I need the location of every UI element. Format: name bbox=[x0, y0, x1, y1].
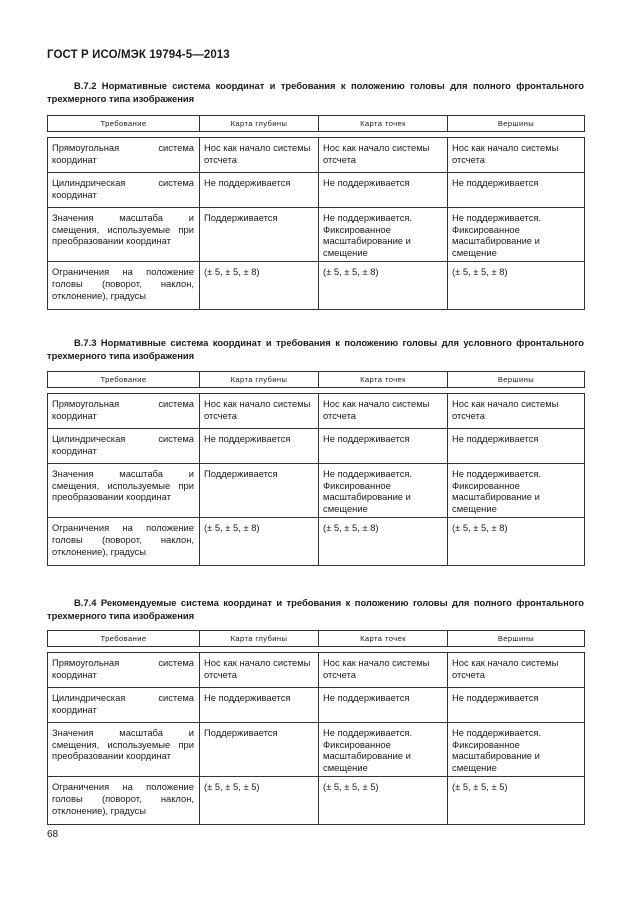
table-cell: Значения масштаба и смещения, используемые при преобразовании координат bbox=[48, 723, 200, 777]
table-cell: Не поддерживается. Фиксированное масштабирование и смещение bbox=[319, 464, 448, 518]
table-header-row bbox=[48, 631, 585, 647]
requirements-table-b73 bbox=[47, 371, 585, 566]
table-cell: Нос как начало системы отсчета bbox=[200, 653, 319, 688]
table-cell: Поддерживается bbox=[200, 208, 319, 262]
table-cell: (± 5, ± 5, ± 8) bbox=[448, 518, 585, 566]
page-number: 68 bbox=[47, 829, 59, 840]
table-header-row bbox=[48, 372, 585, 388]
table-cell: Значения масштаба и смещения, используемые при преобразовании координат bbox=[48, 208, 200, 262]
column-header: Карта глубины bbox=[200, 631, 319, 647]
table-row bbox=[48, 262, 585, 310]
section-title-b72: В.7.2 Нормативные система координат и требования к положению головы для полного фронтального трехмерного типа изображения bbox=[47, 80, 584, 104]
table-cell: Не поддерживается. Фиксированное масштабирование и смещение bbox=[319, 723, 448, 777]
table-cell: Не поддерживается bbox=[200, 688, 319, 723]
column-header: Карта точек bbox=[319, 116, 448, 132]
table-cell: Не поддерживается bbox=[448, 688, 585, 723]
requirements-table-b72 bbox=[47, 115, 585, 310]
table-cell: Нос как начало системы отсчета bbox=[200, 394, 319, 429]
table-row bbox=[48, 723, 585, 777]
table-cell: Нос как начало системы отсчета bbox=[319, 138, 448, 173]
table-cell: Не поддерживается. Фиксированное масштабирование и смещение bbox=[448, 464, 585, 518]
table-row bbox=[48, 173, 585, 208]
table-cell: Не поддерживается bbox=[448, 173, 585, 208]
table-cell: (± 5, ± 5, ± 5) bbox=[200, 777, 319, 825]
table-row bbox=[48, 429, 585, 464]
table-cell: Цилиндрическая система координат bbox=[48, 429, 200, 464]
table-row bbox=[48, 777, 585, 825]
table-cell: Прямоугольная система координат bbox=[48, 394, 200, 429]
table-cell: Ограничения на положение головы (поворот, наклон, отклонение), градусы bbox=[48, 777, 200, 825]
table-cell: (± 5, ± 5, ± 5) bbox=[319, 777, 448, 825]
column-header: Требование bbox=[48, 116, 200, 132]
table-cell: (± 5, ± 5, ± 8) bbox=[319, 262, 448, 310]
table-row bbox=[48, 518, 585, 566]
table-cell: Цилиндрическая система координат bbox=[48, 688, 200, 723]
table-cell: Не поддерживается bbox=[200, 173, 319, 208]
table-cell: Нос как начало системы отсчета bbox=[319, 653, 448, 688]
table-cell: Не поддерживается. Фиксированное масштабирование и смещение bbox=[448, 208, 585, 262]
column-header: Вершины bbox=[448, 631, 585, 647]
table-cell: Значения масштаба и смещения, используемые при преобразовании координат bbox=[48, 464, 200, 518]
section-title-b73: В.7.3 Нормативные система координат и требования к положению головы для условного фронтального трехмерного типа изображения bbox=[47, 337, 584, 361]
column-header: Вершины bbox=[448, 116, 585, 132]
table-cell: Не поддерживается. Фиксированное масштабирование и смещение bbox=[319, 208, 448, 262]
column-header: Карта глубины bbox=[200, 372, 319, 388]
column-header: Карта глубины bbox=[200, 116, 319, 132]
table-cell: (± 5, ± 5, ± 8) bbox=[448, 262, 585, 310]
column-header: Карта точек bbox=[319, 631, 448, 647]
column-header: Требование bbox=[48, 631, 200, 647]
table-row bbox=[48, 653, 585, 688]
table-cell: Нос как начало системы отсчета bbox=[200, 138, 319, 173]
requirements-table-b74 bbox=[47, 630, 585, 825]
column-header: Требование bbox=[48, 372, 200, 388]
table-row bbox=[48, 394, 585, 429]
table-cell: Не поддерживается bbox=[319, 688, 448, 723]
document-header: ГОСТ Р ИСО/МЭК 19794-5—2013 bbox=[47, 49, 230, 61]
table-row bbox=[48, 208, 585, 262]
table-cell: Не поддерживается bbox=[200, 429, 319, 464]
table-cell: Прямоугольная система координат bbox=[48, 653, 200, 688]
table-cell: Ограничения на положение головы (поворот, наклон, отклонение), градусы bbox=[48, 518, 200, 566]
table-cell: Не поддерживается bbox=[319, 173, 448, 208]
table-cell: (± 5, ± 5, ± 8) bbox=[200, 518, 319, 566]
table-cell: Ограничения на положение головы (поворот, наклон, отклонение), градусы bbox=[48, 262, 200, 310]
table-cell: Нос как начало системы отсчета bbox=[319, 394, 448, 429]
table-cell: Цилиндрическая система координат bbox=[48, 173, 200, 208]
table-header-row bbox=[48, 116, 585, 132]
table-cell: Не поддерживается. Фиксированное масштабирование и смещение bbox=[448, 723, 585, 777]
table-row bbox=[48, 688, 585, 723]
table-row bbox=[48, 464, 585, 518]
table-cell: Не поддерживается bbox=[319, 429, 448, 464]
table-cell: (± 5, ± 5, ± 8) bbox=[319, 518, 448, 566]
table-cell: Поддерживается bbox=[200, 464, 319, 518]
table-cell: (± 5, ± 5, ± 8) bbox=[200, 262, 319, 310]
table-cell: Нос как начало системы отсчета bbox=[448, 138, 585, 173]
table-cell: Нос как начало системы отсчета bbox=[448, 653, 585, 688]
table-cell: Поддерживается bbox=[200, 723, 319, 777]
table-cell: Нос как начало системы отсчета bbox=[448, 394, 585, 429]
table-cell: Прямоугольная система координат bbox=[48, 138, 200, 173]
column-header: Вершины bbox=[448, 372, 585, 388]
table-cell: (± 5, ± 5, ± 5) bbox=[448, 777, 585, 825]
section-title-b74: В.7.4 Рекомендуемые система координат и требования к положению головы для полного фронтального трехмерного типа изображения bbox=[47, 597, 584, 621]
column-header: Карта точек bbox=[319, 372, 448, 388]
table-cell: Не поддерживается bbox=[448, 429, 585, 464]
table-row bbox=[48, 138, 585, 173]
